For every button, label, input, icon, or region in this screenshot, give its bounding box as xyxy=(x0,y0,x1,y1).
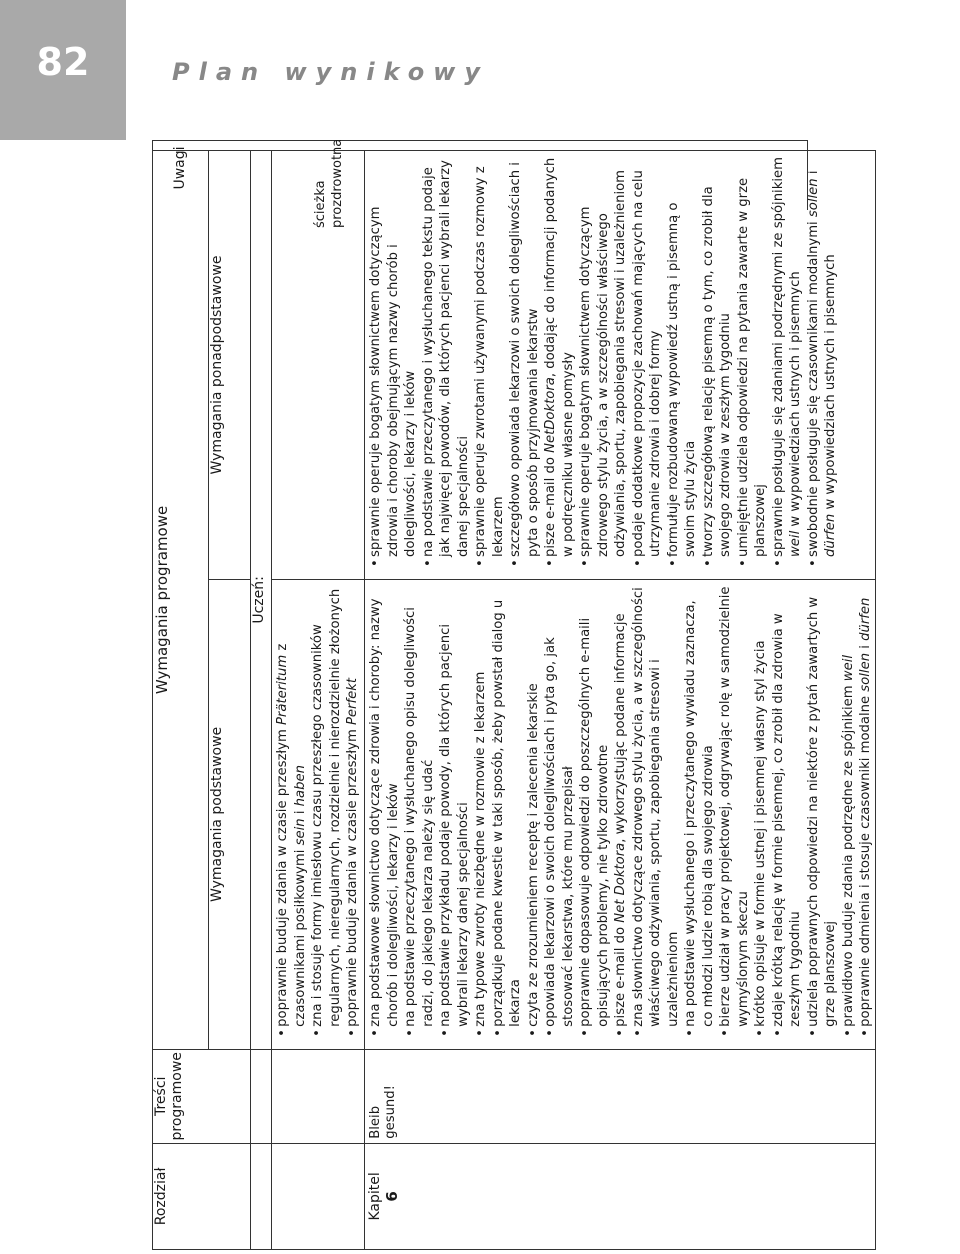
item-text: poprawnie dopasowuje odpowiedzi do poszczególnych e-maili opisujących problemy, nie tylko zdrowotne xyxy=(578,617,611,1027)
item-text: formułuje rozbudowaną wypowiedź ustną i pisemną o swoim stylu życia xyxy=(665,202,698,557)
item-text: szczegółowo opowiada lekarzowi o swoich dolegliwościach i pyta o sposób przyjmowania lekarstw xyxy=(508,162,541,557)
item-text: zdaje krótką relację w formie pisemnej, co zrobił dla zdrowia w zeszłym tygodniu xyxy=(770,613,803,1027)
row1-podstawowe-list xyxy=(272,580,362,1049)
list-item xyxy=(665,157,700,567)
item-text: na podstawie przykładu podaje powody, dla których pacjenci wybrali lekarzy danej specjalności xyxy=(438,623,471,1027)
list-item xyxy=(542,586,577,1037)
italic-term: haben xyxy=(292,765,308,807)
requirements-table xyxy=(152,138,876,1250)
italic-term: Präteritum xyxy=(275,654,290,726)
item-text: i xyxy=(292,806,308,819)
item-text: porządkuje podane kwestie w taki sposób, żeby powstał dialog u lekarza xyxy=(490,599,523,1027)
item-text: swobodnie posługuje się czasownikami modalnymi xyxy=(805,217,821,557)
list-item xyxy=(752,586,770,1037)
item-text: sprawnie posługuje się zdaniami podrzędnymi ze spójnikiem xyxy=(770,157,786,557)
item-text: sprawnie operuje bogatym słownictwem dotyczącym zdrowia i choroby obejmującym nazwy chorób i dolegliwości, lekarzy i leków xyxy=(368,206,418,557)
item-text: poprawnie buduje zdania w czasie przeszłym xyxy=(345,725,360,1027)
list-item xyxy=(805,586,840,1037)
header-tresci: Treści programowe xyxy=(153,1049,251,1143)
item-text: w wypowiedziach ustnych i pisemnych xyxy=(823,254,838,514)
header-rozdzial: Rozdział xyxy=(153,1143,251,1249)
uwagi-header: Uwagi xyxy=(172,146,188,190)
rozdzial-label: Kapitel xyxy=(367,1172,383,1221)
list-item xyxy=(770,157,805,567)
item-text: prawidłowo buduje zdania podrzędne ze spójnikiem xyxy=(840,681,856,1027)
row2-podstawowe-list xyxy=(365,580,875,1049)
item-text: zna podstawowe słownictwo dotyczące zdrowia i choroby: nazwy chorób i dolegliwości, lekarzy i leków xyxy=(368,598,401,1027)
list-item xyxy=(367,586,402,1037)
table-row xyxy=(272,151,365,1250)
item-text: tworzy szczegółową relację pisemną o tym, co zrobił dla swojego zdrowia w zeszłym tygodniu xyxy=(700,186,733,557)
list-item xyxy=(770,586,805,1037)
list-item xyxy=(630,157,665,567)
item-text: w wypowiedziach ustnych i pisemnych xyxy=(788,271,803,531)
italic-term: dürfen xyxy=(858,597,873,641)
italic-term: sollen xyxy=(805,178,821,218)
item-text: umiejętnie udziela odpowiedzi na pytania zawarte w grze planszowej xyxy=(735,177,768,557)
list-item xyxy=(682,586,717,1037)
item-text: zna słownictwo dotyczące zdrowego stylu życia, a w szczególności właściwego odżywiania, sportu, zapobiegania stresowi i uzależnieniom xyxy=(630,587,681,1027)
item-text: z czasownikami posiłkowymi xyxy=(275,643,308,1027)
cell-rozdzial xyxy=(365,1143,876,1249)
list-item xyxy=(735,157,770,567)
cell-tresc: Bleib gesund! xyxy=(365,1049,876,1143)
list-item xyxy=(437,586,472,1037)
item-text: na podstawie wysłuchanego i przeczytanego wywiadu zaznacza, co młodzi ludzie robią dla swojego zdrowia xyxy=(683,600,716,1027)
list-item xyxy=(309,586,344,1037)
list-item xyxy=(472,157,507,567)
item-text: sprawnie operuje bogatym słownictwem dotyczącym zdrowego stylu życia, a w szczególności właściwego odżywiania, sportu, zapobiegania stresowi i uzależnieniom xyxy=(578,169,628,557)
header-wymagania-programowe: Wymagania programowe xyxy=(153,151,209,1050)
list-item xyxy=(717,586,752,1037)
item-text: udziela poprawnych odpowiedzi na niektóre z pytań zawartych w grze planszowej xyxy=(805,596,838,1027)
list-item xyxy=(344,586,362,1037)
list-item xyxy=(805,157,840,567)
italic-term: NetDoktora xyxy=(543,377,558,453)
uwagi-header-strip xyxy=(152,140,808,210)
item-text: , wykorzystując podane informacje xyxy=(613,613,628,843)
list-item xyxy=(274,586,309,1037)
list-item xyxy=(700,157,735,567)
list-item xyxy=(402,586,437,1037)
row2-ponadpodstawowe-list xyxy=(365,151,840,579)
table-row xyxy=(365,151,876,1250)
item-text: krótko opisuje w formie ustnej i pisemnej własny styl życia xyxy=(753,640,768,1027)
item-text: sprawnie operuje zwrotami używanymi podczas rozmowy z lekarzem xyxy=(473,166,506,557)
list-item xyxy=(420,157,473,567)
header-uczen: Uczeń: xyxy=(251,151,272,1050)
item-text: poprawnie buduje zdania w czasie przeszłym xyxy=(275,725,290,1027)
header-ponadpodstawowe: Wymagania ponadpodstawowe xyxy=(209,151,251,580)
item-text: opowiada lekarzowi o swoich dolegliwościach i pyta go, jak stosować lekarstwa, które mu przepisał xyxy=(543,637,576,1027)
list-item xyxy=(630,586,683,1037)
rotated-table-container xyxy=(152,138,960,1250)
item-text: na podstawie przeczytanego i wysłuchanego tekstu podaje jak najwięcej powodów, dla których pacjenci wybrali lekarzy danej specjalności xyxy=(420,160,471,557)
rozdzial-number: 6 xyxy=(383,1191,401,1202)
italic-term: Net Doktora xyxy=(613,842,628,923)
page-number: 82 xyxy=(36,40,90,84)
item-text: i xyxy=(805,170,821,179)
item-text: pisze e-mail do xyxy=(613,922,628,1027)
uwagi-note: ścieżka prozdrowotna xyxy=(313,138,345,228)
item-text: podaje dodatkowe propozycje zachowań mających na celu utrzymanie zdrowia i dobrej formy xyxy=(630,170,663,557)
item-text: bierze udział w pracy projektowej, odgrywając rolę w samodzielnie wymyślonym skeczu xyxy=(718,586,751,1027)
list-item xyxy=(840,586,858,1037)
item-text: i xyxy=(858,640,873,653)
list-item xyxy=(507,157,542,567)
item-text: pisze e-mail do xyxy=(543,452,558,557)
italic-term: sollen xyxy=(858,652,873,692)
list-item xyxy=(472,586,490,1037)
list-item xyxy=(577,157,630,567)
list-item xyxy=(612,586,630,1037)
list-item xyxy=(542,157,577,567)
list-item xyxy=(490,586,525,1037)
italic-term: sein xyxy=(292,818,308,846)
italic-term: Perfekt xyxy=(345,677,360,726)
item-text: czyta ze zrozumieniem receptę i zalecenia lekarskie xyxy=(525,683,541,1027)
header-podstawowe: Wymagania podstawowe xyxy=(209,580,251,1050)
italic-term: weil xyxy=(788,530,803,557)
item-text: zna i stosuje formy imiesłowu czasu przeszłego czasowników regularnych, nieregularnych, rozdzielnie i nierozdzielnie złożonych xyxy=(310,588,343,1027)
list-item xyxy=(857,586,875,1037)
item-text: poprawnie odmienia i stosuje czasowniki modalne xyxy=(858,691,873,1027)
list-item xyxy=(367,157,420,567)
italic-term: dürfen xyxy=(823,513,838,557)
italic-term: weil xyxy=(840,654,856,682)
item-text: zna typowe zwroty niezbędne w rozmowie z lekarzem xyxy=(473,671,488,1027)
item-text: , dodając do informacji podanych w podręczniku własne pomysły xyxy=(543,157,576,557)
list-item xyxy=(577,586,612,1037)
item-text: na podstawie przeczytanego i wysłuchanego opisu dolegliwości radzi, do jakiego lekarza należy się udać xyxy=(403,607,436,1027)
page-title: Plan wynikowy xyxy=(172,58,489,86)
list-item xyxy=(525,586,543,1037)
